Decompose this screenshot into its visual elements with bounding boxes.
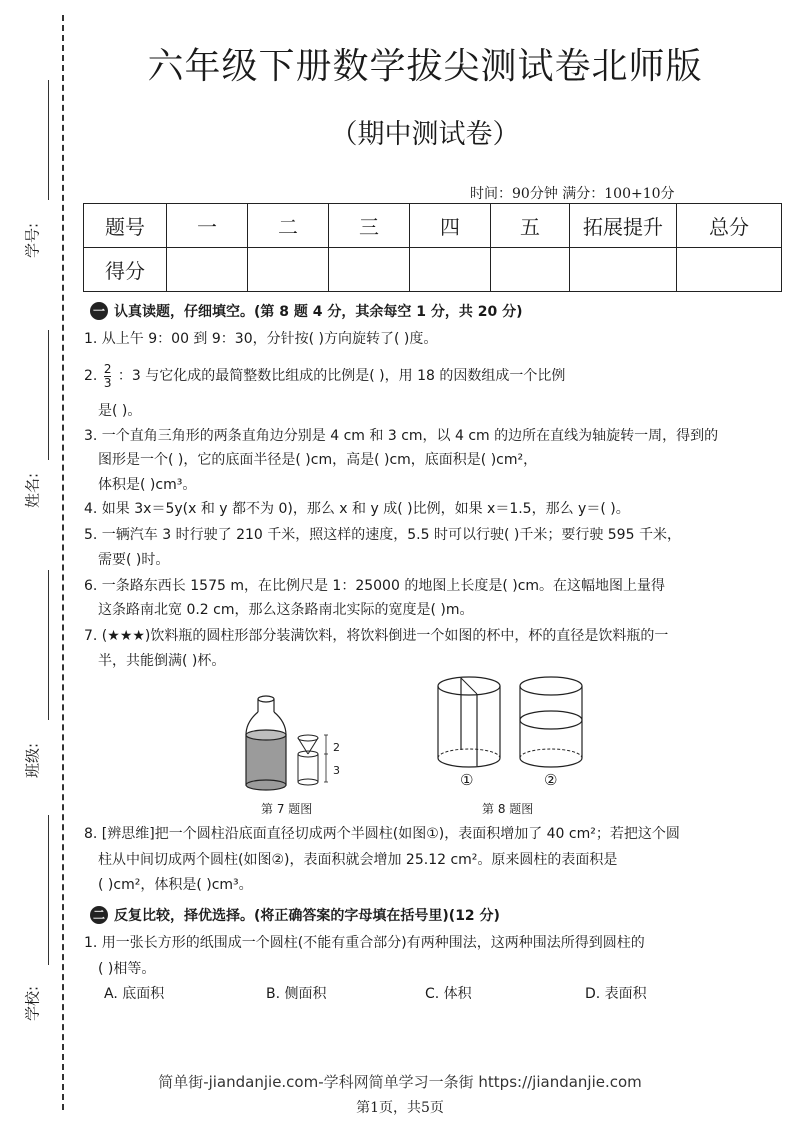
question-2-text: ：3 与它化成的最简整数比组成的比例是( )，用 18 的因数组成一个比例 — [117, 368, 566, 384]
school-field[interactable] — [14, 815, 50, 1025]
table-cell: 五 — [491, 204, 570, 248]
school-label: 学校: — [23, 985, 42, 1022]
score-input-cell[interactable] — [677, 248, 782, 292]
page-title: 六年级下册数学拔尖测试卷北师版 — [147, 46, 703, 87]
score-table-score-row — [84, 248, 782, 292]
student-id-label: 学号: — [23, 222, 42, 259]
section-1-title: 认真读题，仔细填空。(第 8 题 4 分，其余每空 1 分，共 20 分) — [114, 304, 523, 320]
section-2-badge: 二 — [90, 906, 108, 924]
name-line — [48, 330, 49, 460]
question-3-line-1: 3. 一个直角三角形的两条直角边分别是 4 cm 和 3 cm，以 4 cm 的边所在直线为轴旋转一周，得到的 — [84, 428, 719, 444]
option-a[interactable]: A. 底面积 — [104, 986, 165, 1002]
name-field[interactable] — [14, 330, 50, 530]
score-input-cell[interactable] — [410, 248, 491, 292]
question-5-line-2: 需要( )时。 — [98, 552, 170, 568]
score-input-cell[interactable] — [570, 248, 677, 292]
time-info: 时间：90分钟 满分：100+10分 — [470, 186, 675, 202]
option-c[interactable]: C. 体积 — [425, 986, 472, 1002]
table-cell: 题号 — [84, 204, 167, 248]
fraction-denominator: 3 — [103, 375, 112, 390]
score-input-cell[interactable] — [167, 248, 248, 292]
table-cell: 得分 — [84, 248, 167, 292]
question-1: 1. 从上午 9：00 到 9：30，分针按( )方向旋转了( )度。 — [84, 331, 438, 347]
figure-8-caption: 第 8 题图 — [482, 802, 534, 816]
school-line — [48, 815, 49, 965]
figure-8-cylinders — [436, 676, 596, 776]
question-7-line-1: 7. (★★★)饮料瓶的圆柱形部分装满饮料，将饮料倒进一个如图的杯中，杯的直径是饮料瓶的一 — [84, 628, 669, 644]
table-cell: 拓展提升 — [570, 204, 677, 248]
fraction — [104, 363, 112, 390]
name-label: 姓名: — [23, 472, 42, 509]
table-cell: 总分 — [677, 204, 782, 248]
figure-7-caption: 第 7 题图 — [261, 802, 313, 816]
section-1-heading — [90, 301, 523, 321]
question-6-line-2: 这条路南北宽 0.2 cm，那么这条路南北实际的宽度是( )m。 — [98, 602, 474, 618]
option-b[interactable]: B. 侧面积 — [266, 986, 327, 1002]
figure-8-label-2: ② — [544, 771, 558, 789]
question-8-line-3: ( )cm²，体积是( )cm³。 — [98, 877, 253, 893]
score-table-header-row — [84, 204, 782, 248]
class-line — [48, 570, 49, 720]
score-input-cell[interactable] — [491, 248, 570, 292]
dimension-3-label: 3 — [333, 764, 340, 777]
binding-dashed-line — [62, 15, 64, 1110]
question-2-line-2: 是( )。 — [98, 403, 142, 419]
table-cell: 二 — [248, 204, 329, 248]
fraction-numerator: 2 — [103, 361, 112, 376]
section-2-heading — [90, 905, 500, 925]
page-subtitle: （期中测试卷） — [330, 119, 520, 150]
question-3-line-3: 体积是( )cm³。 — [98, 477, 197, 493]
score-table — [83, 203, 782, 292]
student-id-line — [48, 80, 49, 200]
question-8-line-2: 柱从中间切成两个圆柱(如图②)，表面积就会增加 25.12 cm²。原来圆柱的表面积是 — [98, 852, 618, 868]
section-2-title: 反复比较，择优选择。(将正确答案的字母填在括号里)(12 分) — [114, 908, 500, 924]
question-6-line-1: 6. 一条路东西长 1575 m，在比例尺是 1：25000 的地图上长度是( )cm。在这幅地图上量得 — [84, 578, 666, 594]
class-label: 班级: — [23, 742, 42, 779]
question-7-line-2: 半，共能倒满( )杯。 — [98, 653, 226, 669]
section-2-question-1-line-2: ( )相等。 — [98, 961, 156, 977]
question-2 — [84, 362, 749, 391]
figure-8-label-1: ① — [460, 771, 474, 789]
question-8-line-1: 8. [辨思维]把一个圆柱沿底面直径切成两个半圆柱(如图①)，表面积增加了 40 cm²；若把这个圆 — [84, 826, 680, 842]
score-input-cell[interactable] — [248, 248, 329, 292]
student-id-field[interactable] — [14, 80, 50, 300]
section-2-question-1-line-1: 1. 用一张长方形的纸围成一个圆柱(不能有重合部分)有两种围法，这两种围法所得到圆柱的 — [84, 935, 645, 951]
option-d[interactable]: D. 表面积 — [585, 986, 647, 1002]
class-field[interactable] — [14, 570, 50, 779]
table-cell: 四 — [410, 204, 491, 248]
question-4: 4. 如果 3x＝5y(x 和 y 都不为 0)，那么 x 和 y 成( )比例，如果 x＝1.5，那么 y＝( )。 — [84, 501, 630, 517]
table-cell: 三 — [329, 204, 410, 248]
question-2-number: 2. — [84, 368, 98, 384]
table-cell: 一 — [167, 204, 248, 248]
score-input-cell[interactable] — [329, 248, 410, 292]
dimension-2-label: 2 — [333, 741, 340, 754]
footer-site-link[interactable]: 简单街-jiandanjie.com-学科网简单学习一条街 https://jiandanjie.com — [158, 1073, 642, 1091]
question-5-line-1: 5. 一辆汽车 3 时行驶了 210 千米，照这样的速度，5.5 时可以行驶( )千米；要行驶 595 千米， — [84, 527, 681, 543]
question-3-line-2: 图形是一个( )，它的底面半径是( )cm，高是( )cm，底面积是( )cm²， — [98, 452, 538, 468]
page-number: 第1页，共5页 — [356, 1100, 444, 1116]
section-1-badge: 一 — [90, 302, 108, 320]
